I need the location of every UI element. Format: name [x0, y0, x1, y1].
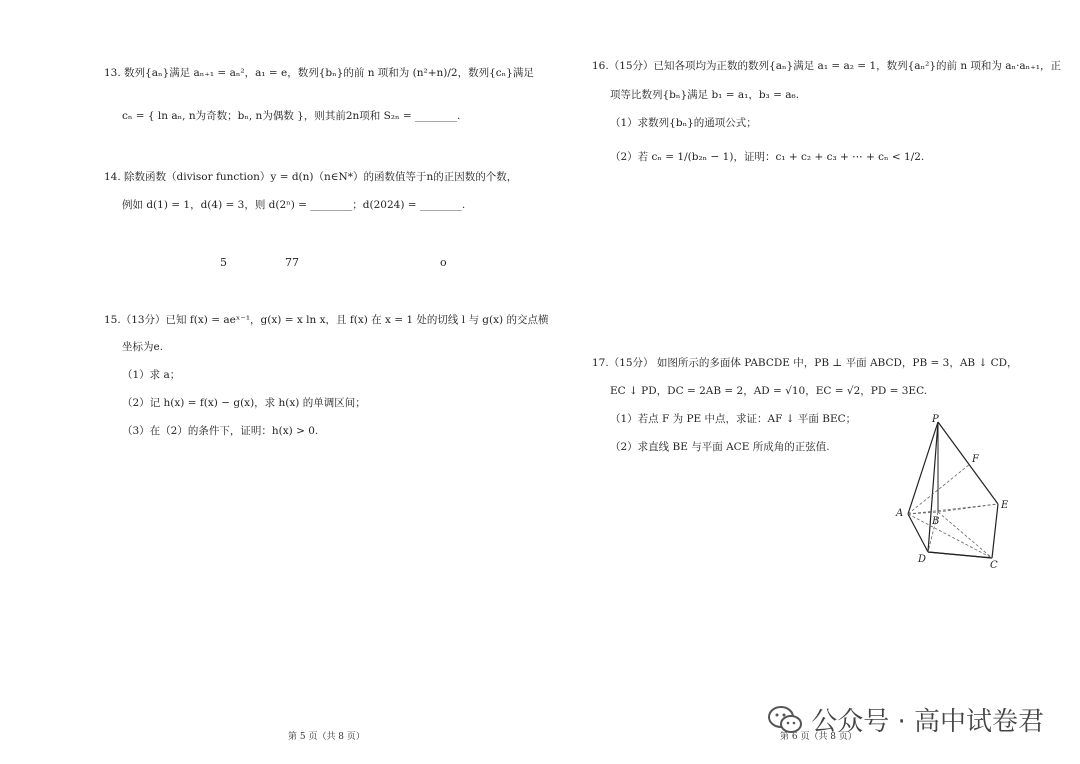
stray-number: 5: [220, 256, 227, 269]
q13-line2: cₙ = { ln aₙ, n为奇数；bₙ, n为偶数 }，则其前2n项和 S₂ₙ = ________.: [122, 110, 461, 122]
q17-line2: EC ↓ PD，DC = 2AB = 2，AD = √10，EC = √2，PD = 3EC.: [610, 385, 928, 397]
q15-part1: （1）求 a；: [122, 369, 181, 381]
watermark: [767, 701, 1044, 738]
left-page-footer: 第 5 页（共 8 页）: [288, 732, 365, 742]
q14-line1: 14. 除数函数（divisor function）y = d(n)（n∈N*）的函数值等于n的正因数的个数，: [104, 171, 518, 183]
label-P: P: [932, 414, 939, 425]
label-C: C: [990, 560, 998, 570]
q16-part1: （1）求数列{bₙ}的通项公式；: [610, 117, 757, 129]
label-A: A: [896, 508, 904, 519]
q15-part3: （3）在（2）的条件下，证明：h(x) > 0.: [122, 425, 319, 437]
watermark-text: 公众号 · 高中试卷君: [811, 707, 1044, 737]
q14-line2: 例如 d(1) = 1，d(4) = 3，则 d(2ⁿ) = ________；d(2024) = ________.: [122, 199, 466, 211]
q17-line1: 17.（15分） 如图所示的多面体 PABCDE 中，PB ⊥ 平面 ABCD，PB = 3，AB ↓ CD，: [592, 357, 1018, 369]
right-page: [540, 0, 1080, 764]
wechat-icon: [767, 705, 803, 735]
label-E: E: [1001, 500, 1009, 511]
right-page-footer: 第 6 页（共 8 页）: [780, 732, 857, 742]
q15-line1: 15.（13分）已知 f(x) = aeˣ⁻¹，g(x) = x ln x，且 f(x) 在 x = 1 处的切线 l 与 g(x) 的交点横: [104, 314, 549, 326]
label-B: B: [932, 516, 940, 527]
q17-part2: （2）求直线 BE 与平面 ACE 所成角的正弦值.: [610, 441, 830, 453]
q17-part1: （1）若点 F 为 PE 中点，求证：AF ↓ 平面 BEC；: [610, 413, 857, 425]
stray-letter: o: [440, 256, 447, 269]
label-D: D: [918, 554, 927, 565]
q16-line1: 16.（15分）已知各项均为正数的数列{aₙ}满足 a₁ = a₂ = 1，数列{aₙ²}的前 n 项和为 aₙ·aₙ₊₁，正: [592, 60, 1061, 72]
stray-number: 77: [285, 256, 299, 269]
q16-part2: （2）若 cₙ = 1/(b₂ₙ − 1)，证明：c₁ + c₂ + c₃ + ⋯ + cₙ < 1/2.: [610, 151, 925, 163]
q15-line2: 坐标为e.: [122, 341, 164, 353]
q15-part2: （2）记 h(x) = f(x) − g(x)，求 h(x) 的单调区间；: [122, 397, 366, 409]
polyhedron-diagram: [890, 412, 1020, 570]
q16-line2: 项等比数列{bₙ}满足 b₁ = a₁，b₃ = a₆.: [610, 89, 800, 101]
label-F: F: [972, 454, 979, 465]
q13-line1: 13. 数列{aₙ}满足 aₙ₊₁ = aₙ²，a₁ = e，数列{bₙ}的前 n 项和为 (n²+n)/2，数列{cₙ}满足: [104, 67, 534, 79]
